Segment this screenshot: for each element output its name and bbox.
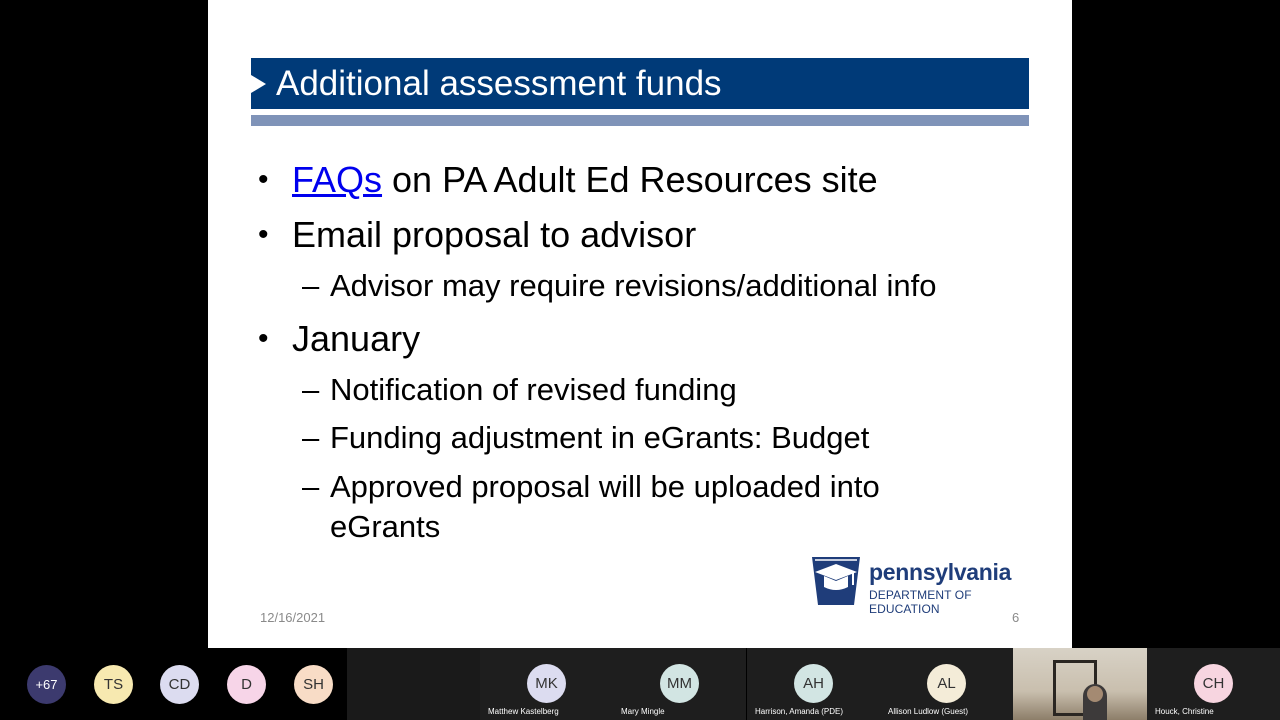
- bullet-symbol: •: [258, 163, 269, 196]
- more-participants-button[interactable]: +67: [27, 665, 66, 704]
- logo-name: pennsylvania: [869, 559, 1012, 585]
- participant-tile[interactable]: [1147, 648, 1280, 720]
- participant-tile[interactable]: [747, 648, 880, 720]
- participant-avatar[interactable]: D: [227, 665, 266, 704]
- participant-tile[interactable]: [613, 648, 746, 720]
- participant-avatar[interactable]: TS: [94, 665, 133, 704]
- pa-department-education-logo: [809, 555, 1029, 616]
- bullet-item: Email proposal to advisor: [292, 214, 697, 255]
- participant-avatar[interactable]: CD: [160, 665, 199, 704]
- participant-name: Matthew Kastelberg: [488, 707, 559, 716]
- participant-avatar[interactable]: SH: [294, 665, 333, 704]
- participant-avatar: MM: [660, 664, 699, 703]
- participant-avatar: MK: [527, 664, 566, 703]
- sub-bullet-dash: –: [302, 469, 320, 504]
- participant-avatar: AH: [794, 664, 833, 703]
- sub-bullet-dash: –: [302, 372, 320, 407]
- participant-name: Mary Mingle: [621, 707, 665, 716]
- slide-footer-date: 12/16/2021: [260, 610, 326, 625]
- participant-video-tile-empty[interactable]: [347, 648, 480, 720]
- participant-avatar: CH: [1194, 664, 1233, 703]
- participant-head: [1087, 686, 1103, 702]
- bullet-symbol: •: [258, 218, 269, 251]
- participant-name: Houck, Christine: [1155, 707, 1214, 716]
- participant-video-feed[interactable]: [1013, 648, 1147, 720]
- sub-bullet-item: Funding adjustment in eGrants: Budget: [330, 420, 870, 455]
- sub-bullet-item: Approved proposal will be uploaded into: [330, 469, 880, 504]
- slide-title: Additional assessment funds: [276, 64, 722, 103]
- keystone-mortarboard-icon: [809, 555, 863, 607]
- bullet-item: [292, 160, 878, 200]
- slide-page-number: 6: [1012, 610, 1020, 625]
- sub-bullet-dash: –: [302, 268, 320, 303]
- bullet-symbol: •: [258, 322, 269, 355]
- sub-bullet-continuation: eGrants: [330, 509, 441, 544]
- bullet-text: on PA Adult Ed Resources site: [382, 159, 878, 200]
- participant-avatar: AL: [927, 664, 966, 703]
- participant-tile[interactable]: [480, 648, 613, 720]
- title-arrow-icon: [251, 75, 266, 93]
- presentation-slide: [208, 0, 1072, 648]
- sub-bullet-item: Notification of revised funding: [330, 372, 737, 407]
- participant-tile[interactable]: [880, 648, 1013, 720]
- logo-subtitle: DEPARTMENT OF EDUCATION: [869, 588, 972, 616]
- participant-name: Harrison, Amanda (PDE): [755, 707, 844, 716]
- title-underline: [251, 115, 1029, 126]
- bullet-item: January: [292, 318, 421, 359]
- sub-bullet-dash: –: [302, 420, 320, 455]
- participant-name: Allison Ludlow (Guest): [888, 707, 969, 716]
- slide-title-bar: [251, 58, 1029, 109]
- sub-bullet-item: Advisor may require revisions/additional info: [330, 268, 937, 303]
- faqs-link[interactable]: FAQs: [292, 159, 383, 200]
